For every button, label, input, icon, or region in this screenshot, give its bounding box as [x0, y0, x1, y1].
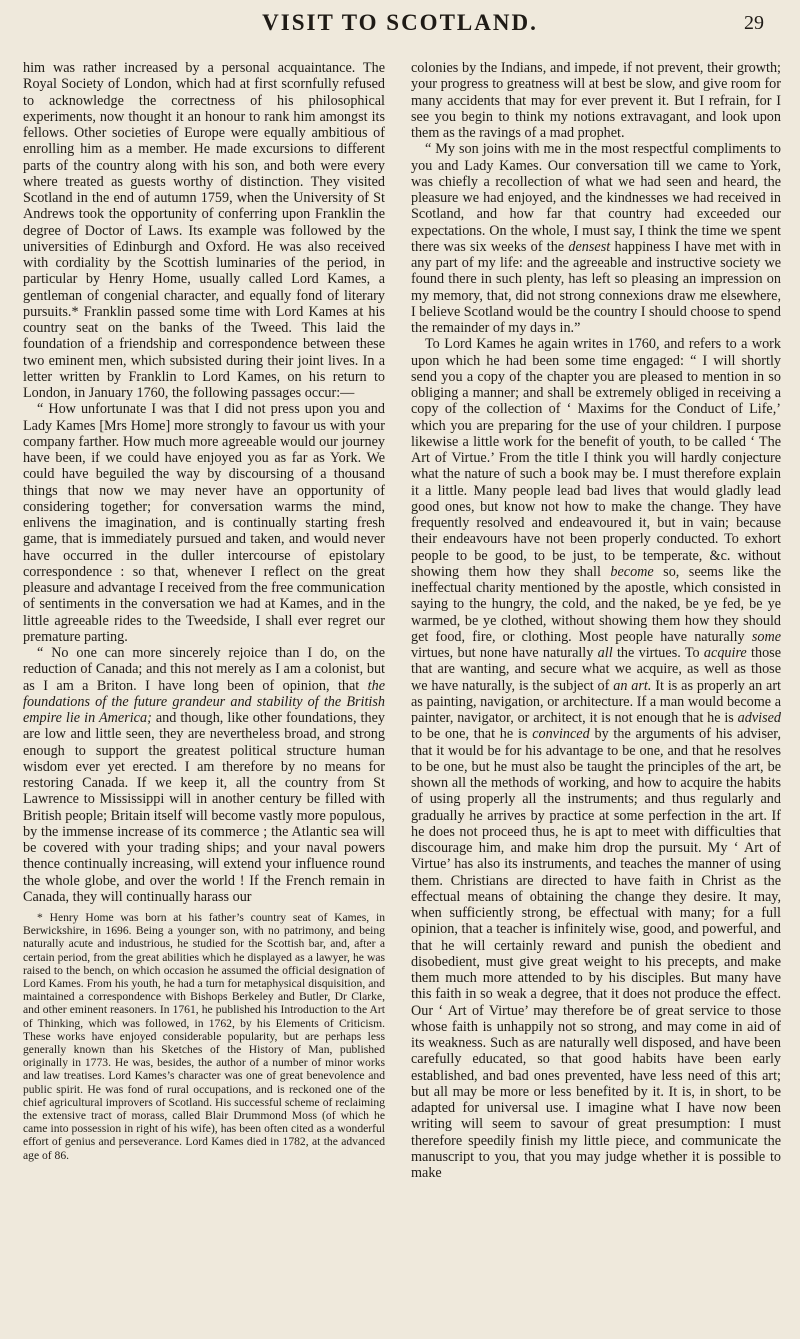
emphasis-text: become: [610, 563, 654, 580]
emphasis-text: densest: [568, 238, 611, 255]
paragraph: him was rather increased by a personal acquaintance. The Royal Society of London, which had at first scornfully refused to acknowledge the correctness of his philosophical experiments, now thought it an honour to rank him amongst its fellows. Other societies of Europe were equally ambitious of enrolling him as a member. He made excursions to different parts of the country along with his son, and both were every where treated as guests worthy of distinction. They visited Scotland in the end of autumn 1759, when the University of St Andrews took the opportunity of conferring upon Franklin the degree of Doctor of Laws. Its example was followed by the universities of Edinburgh and Oxford. He was also received with cordiality by the Scottish luminaries of the period, in particular by Henry Home, usually called Lord Kames, a gentleman of congenial character, and equally fond of literary pursuits.* Franklin passed some time with Lord Kames at his country seat on the banks of the Tweed. This laid the foundation of a friendship and correspondence between these two eminent men, which subsisted during their joint lives. In a letter written by Franklin to Lord Kames, on his return to London, in January 1760, the following passages occur:—: [23, 60, 385, 401]
emphasis-text: some: [751, 628, 781, 645]
text-run: “ No one can more sincerely rejoice than I do, on the reduction of Canada; and this not merely as I am a colonist, but as I am a Briton. I have long been of opinion, that: [23, 645, 385, 694]
emphasis-text: an art.: [613, 677, 652, 694]
text-run: by the arguments of his adviser, that it would be for his advantage to be one, and that he resolves to be one, but he must also be taught the principles of the art, be shown all the methods of working, and how to acquire the habits of using properly all the instruments; and thus regularly and gradually he arrives by practice at some perfection in the art. If he does not proceed thus, he is apt to meet with difficulties that discourage him, and make him drop the pursuit. My ‘ Art of Virtue’ has also its instruments, and teaches the manner of using them. Christians are directed to have faith in Christ as the effectual means of obtaining the change they desire. It may, when sufficiently strong, be effectual with many; for a full opinion, that a teacher is infinitely wise, good, and powerful, and that he will certainly reward and punish the obedient and disobedient, must give great weight to his precepts, and make them much more attended to by his disciples. But many have this faith in so weak a degree, that it does not produce the effect. Our ‘ Art of Virtue’ may therefore be of great service to those whose faith is unhappily not so strong, and may come in aid of its weakness. Such as are naturally well disposed, and have been carefully educated, so that good habits have been early established, and bad ones prevented, have less need of this art; but all may be more or less benefited by it. It is, in short, to be adapted for universal use. I imagine what I have now been writing will seem to savour of great presumption: I must therefore speedily finish my little piece, and communicate the manuscript to you, that you may judge whether it is possible to make: [411, 726, 781, 1181]
text-run: those that are wanting, and secure what we acquire, as well as those we have naturally, is the subject of: [411, 645, 781, 694]
text-run: the virtues. To: [612, 645, 704, 661]
running-title: VISIT TO SCOTLAND.: [262, 10, 538, 35]
text-run: happiness I have met with in any part of my life: and the agreeable and instructive society we found there in such plenty, has left so pleasing an impression on my memory, that, did not strong connexions draw me elsewhere, I believe Scotland would be the country I should choose to spend the remainder of my days in.”: [411, 238, 781, 336]
page-header: [0, 10, 800, 40]
paragraph: colonies by the Indians, and impede, if not prevent, their growth; your progress to greatness will at best be slow, and give room for many accidents that may for ever prevent it. But I refrain, for I see you begin to think my notions extravagant, and look upon them as the ravings of a mad prophet.: [411, 60, 781, 141]
quoted-letter-paragraph: [411, 141, 781, 336]
text-run: and though, like other foundations, they are low and little seen, they are nevertheless broad, and strong enough to support the greatest political structure human wisdom ever yet erected. I am therefore by no means for restoring Canada. If we keep it, all the country from St Lawrence to Mississippi will in another century be filled with British people; Britain itself will become vastly more populous, by the immense increase of its commerce ; the Atlantic sea will be covered with your trading ships; and your naval powers thence continually increasing, will extend your influence round the whole globe, and over the world ! If the French remain in Canada, they will continually harass our: [23, 710, 385, 905]
paragraph: [411, 336, 781, 1181]
footnote: * Henry Home was born at his father’s country seat of Kames, in Berwickshire, in 1696. Being a younger son, with no patrimony, and being naturally acute and industrious, he studied for the Scottish bar, and, after a certain period, from the great abilities which he displayed as a lawyer, he was raised to the bench, on which occasion he assumed the official designation of Lord Kames. From his youth, he had a turn for metaphysical disquisition, and maintained a correspondence with Bishops Berkeley and Butler, Dr Clarke, and other eminent reasoners. In 1761, he published his Introduction to the Art of Thinking, which was followed, in 1762, by his Elements of Criticism. These works have enjoyed considerable popularity, but are perhaps less generally known than his Sketches of the History of Man, published originally in 1773. He was, besides, the author of a number of minor works and law treatises. Lord Kames’s character was one of great benevolence and public spirit. He was fond of rural occupations, and is reckoned one of the chief agricultural improvers of Scotland. His successful scheme of reclaiming the extensive tract of morass, called Blair Drummond Moss (of which he came into possession in right of his wife), has been often cited as a wonderful effort of genius and perseverance. Lord Kames died in 1782, at the advanced age of 86.: [23, 911, 385, 1162]
quoted-letter-paragraph: [23, 645, 385, 905]
emphasis-text: the foundations of the future grandeur and stability of the British empire lie in America;: [23, 677, 385, 726]
emphasis-text: acquire: [703, 645, 747, 661]
right-column: [411, 60, 781, 1181]
left-column: [23, 60, 385, 1162]
text-run: It is as properly an art as painting, navigation, or architecture. If a man would become a painter, navigator, or architect, it is not enough that he is: [411, 677, 781, 726]
emphasis-text: all: [597, 645, 613, 661]
quoted-letter-paragraph: “ How unfortunate I was that I did not press upon you and Lady Kames [Mrs Home] more strongly to favour us with your company farther. How much more agreeable would our journey have been, if we could have enjoyed you as far as York. We could have beguiled the way by discoursing of a thousand things that now we may never have an opportunity of considering together; for conversation warms the mind, enlivens the imagination, and is continually starting fresh game, that is immediately pursued and taken, and would never have occurred in the duller intercourse of epistolary correspondence : so that, whenever I reflect on the great pleasure and advantage I received from the free communication of sentiments in the conversation we had at Kames, and in the little agreeable rides to the Tweedside, I shall ever regret our premature parting.: [23, 401, 385, 645]
text-run: “ My son joins with me in the most respectful compliments to you and Lady Kames. Our conversation till we came to York, was chiefly a recollection of what we had seen and heard, the pleasure we had enjoyed, and the kindnesses we had received in Scotland, and how far that country had exceeded our expectations. On the whole, I must say, I think the time we spent there was six weeks of the: [411, 141, 781, 255]
text-run: virtues, but none have naturally: [411, 645, 598, 661]
text-run: to be one, that he is: [411, 726, 533, 743]
emphasis-text: convinced: [532, 726, 590, 743]
text-run: so, seems like the ineffectual charity mentioned by the apostle, which consisted in saying to the hungry, the cold, and the naked, be ye fed, be ye warmed, be ye clothed, without showing them how they should get food, fire, or clothing. Most people have naturally: [411, 563, 781, 645]
emphasis-text: advised: [737, 710, 781, 726]
page-number: 29: [744, 12, 764, 34]
text-run: To Lord Kames he again writes in 1760, and refers to a work upon which he had been some time engaged: “ I will shortly send you a copy of the chapter you are pleased to mention in so obliging a manner; and shall be extremely obliged in receiving a copy of the collection of ‘ Maxims for the Conduct of Life,’ which you are preparing for the use of your children. I purpose likewise a little work for the benefit of youth, to be called ‘ The Art of Virtue.’ From the title I think you will hardly conjecture what the nature of such a book may be. I must therefore explain it a little. Many people lead bad lives that would gladly lead good ones, but know not how to make the change. They have frequently resolved and endeavoured it, but in vain; because their endeavours have not been properly conducted. To exhort people to be good, to be just, to be temperate, &c. without showing them how they shall: [411, 336, 781, 580]
